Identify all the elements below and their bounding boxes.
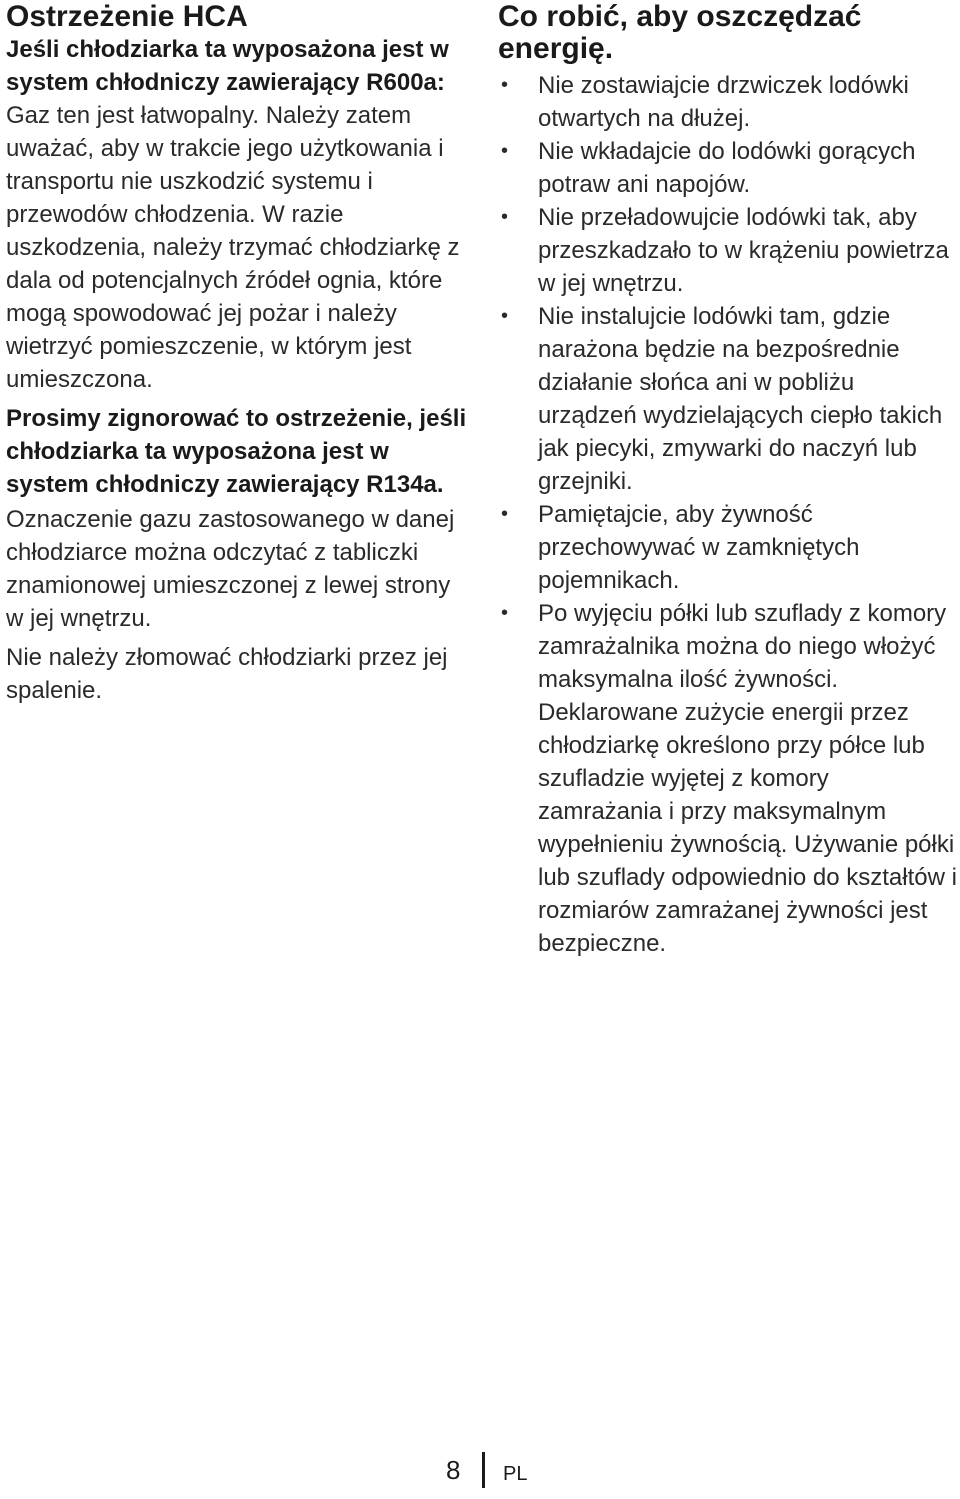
bullet-icon: •: [501, 206, 509, 228]
energy-tips-list: [498, 69, 958, 960]
r600a-subtitle: Jeśli chłodziarka ta wyposażona jest w system chłodniczy zawierający R600a:: [6, 36, 449, 96]
list-item: [498, 69, 958, 135]
energy-saving-title: Co robić, aby oszczędzać energię.: [498, 0, 862, 65]
page-number: 8: [446, 1455, 461, 1485]
bullet-icon: •: [501, 602, 509, 624]
list-item: [498, 135, 958, 201]
list-item: [498, 201, 958, 300]
footer-divider: [482, 1452, 485, 1488]
list-item-text: Nie przeładowujcie lodówki tak, aby przeszkadzało to w krążeniu powietrza w jej wnętrzu.: [538, 204, 949, 297]
hca-warning-title: Ostrzeżenie HCA: [6, 0, 248, 33]
list-item-text: Po wyjęciu półki lub szuflady z komory zamrażalnika można do niego włożyć maksymalna ilość żywności. Deklarowane zużycie energii przez chłodziarkę określono przy półce lub szufladzie wyjętej z komory zamrażania i przy maksymalnym wypełnieniu żywnością. Używanie półki lub szuflady odpowiednio do kształtów i rozmiarów zamrażanej żywności jest bezpieczne.: [538, 600, 957, 957]
list-item-text: Nie zostawiajcie drzwiczek lodówki otwartych na dłużej.: [538, 72, 909, 132]
bullet-icon: •: [501, 305, 509, 327]
r134a-subtitle: Prosimy zignorować to ostrzeżenie, jeśli chłodziarka ta wyposażona jest w system chłodniczy zawierający R134a.: [6, 405, 467, 498]
disposal-paragraph: Nie należy złomować chłodziarki przez jej spalenie.: [6, 644, 448, 704]
flammable-gas-paragraph: Gaz ten jest łatwopalny. Należy zatem uważać, aby w trakcie jego użytkowania i transportu nie uszkodzić systemu i przewodów chłodzenia. W razie uszkodzenia, należy trzymać chłodziarkę z dala od potencjalnych źródeł ognia, które mogą spowodować jej pożar i należy wietrzyć pomieszczenie, w którym jest umieszczona.: [6, 102, 460, 393]
list-item-text: Nie instalujcie lodówki tam, gdzie narażona będzie na bezpośrednie działanie słońca ani w pobliżu urządzeń wydzielających ciepło takich jak piecyki, zmywarki do naczyń lub grzejniki.: [538, 303, 943, 495]
list-item: [498, 597, 958, 960]
left-column: [6, 0, 468, 707]
list-item: [498, 498, 958, 597]
language-code: PL: [503, 1463, 528, 1485]
list-item-text: Pamiętajcie, aby żywność przechowywać w zamkniętych pojemnikach.: [538, 501, 860, 594]
list-item-text: Nie wkładajcie do lodówki gorących potraw ani napojów.: [538, 138, 916, 198]
page-footer: [0, 1452, 960, 1492]
right-column: [498, 0, 958, 960]
bullet-icon: •: [501, 503, 509, 525]
bullet-icon: •: [501, 140, 509, 162]
gas-label-paragraph: Oznaczenie gazu zastosowanego w danej chłodziarce można odczytać z tabliczki znamionowej umieszczonej z lewej strony w jej wnętrzu.: [6, 506, 455, 632]
bullet-icon: •: [501, 74, 509, 96]
list-item: [498, 300, 958, 498]
